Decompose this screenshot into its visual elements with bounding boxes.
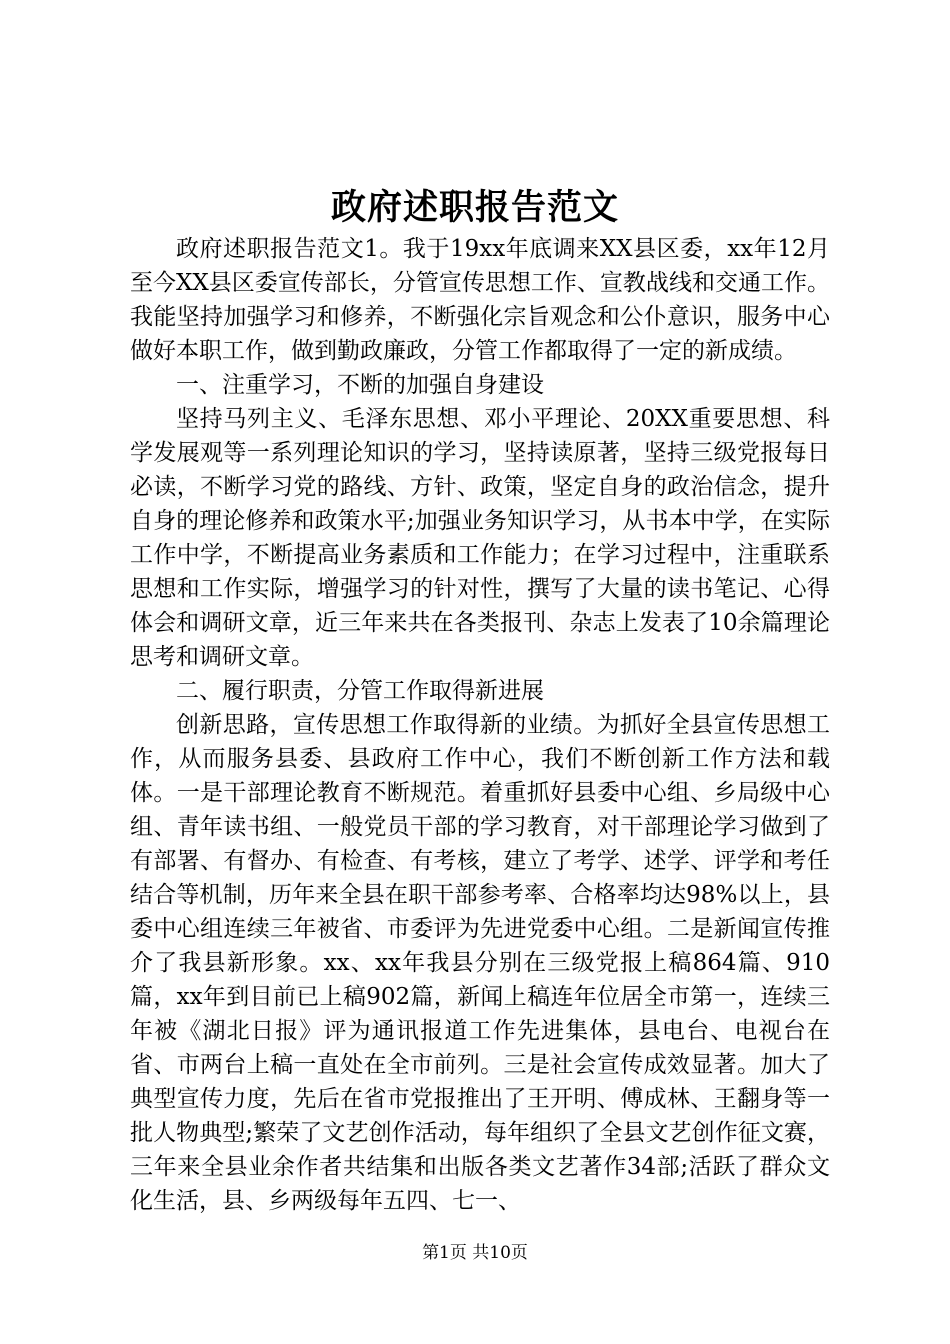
- section-heading-1: 一、注重学习，不断的加强自身建设: [176, 372, 544, 398]
- section-heading-2: 二、履行职责，分管工作取得新进展: [176, 678, 544, 704]
- paragraph-study: 坚持马列主义、毛泽东思想、邓小平理论、20XX重要思想、科学发展观等一系列理论知识的学习，坚持读原著，坚持三级党报每日必读，不断学习党的路线、方针、政策，坚定自身的政治信念，提升自身的理论修养和政策水平;加强业务知识学习，从书本中学，在实际工作中学，不断提高业务素质和工作能力；在学习过程中，注重联系思想和工作实际，增强学习的针对性，撰写了大量的读书笔记、心得体会和调研文章，近三年来共在各类报刊、杂志上发表了10余篇理论思考和调研文章。: [130, 406, 830, 670]
- paragraph-intro: 政府述职报告范文1。我于19xx年底调来XX县区委，xx年12月至今XX县区委宣传部长，分管宣传思想工作、宣教战线和交通工作。我能坚持加强学习和修养，不断强化宗旨观念和公仆意识，服务中心做好本职工作，做到勤政廉政，分管工作都取得了一定的新成绩。: [130, 236, 830, 364]
- page-footer: 第1页 共10页: [422, 1243, 528, 1263]
- document-title: 政府述职报告范文: [330, 187, 619, 228]
- paragraph-duties: 创新思路，宣传思想工作取得新的业绩。为抓好全县宣传思想工作，从而服务县委、县政府工作中心，我们不断创新工作方法和载体。一是干部理论教育不断规范。着重抓好县委中心组、乡局级中心组、青年读书组、一般党员干部的学习教育，对干部理论学习做到了有部署、有督办、有检查、有考核，建立了考学、述学、评学和考任结合等机制，历年来全县在职干部参考率、合格率均达98%以上，县委中心组连续三年被省、市委评为先进党委中心组。二是新闻宣传推介了我县新形象。xx、xx年我县分别在三级党报上稿864篇、910篇，xx年到目前已上稿902篇，新闻上稿连年位居全市第一，连续三年被《湖北日报》评为通讯报道工作先进集体，县电台、电视台在省、市两台上稿一直处在全市前列。三是社会宣传成效显著。加大了典型宣传力度，先后在省市党报推出了王开明、傅成林、王翻身等一批人物典型;繁荣了文艺创作活动，每年组织了全县文艺创作征文赛，三年来全县业余作者共结集和出版各类文艺著作34部;活跃了群众文化生活，县、乡两级每年五四、七一、: [130, 712, 830, 1214]
- document-body: [130, 232, 830, 1218]
